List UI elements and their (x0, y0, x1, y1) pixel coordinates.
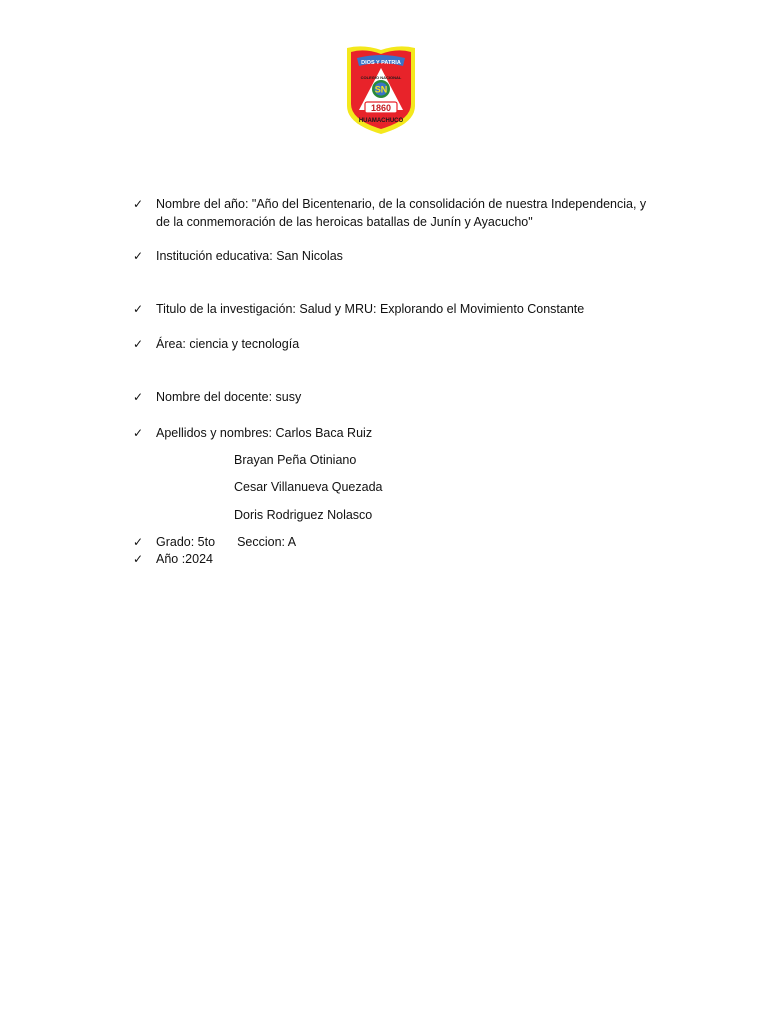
names-label-text: Apellidos y nombres: Carlos Baca Ruiz (156, 426, 373, 440)
checkmark-icon: ✓ (133, 552, 144, 566)
area-text: Área: ciencia y tecnología (156, 337, 300, 351)
section-text: Seccion: A (237, 535, 297, 549)
checkmark-icon: ✓ (133, 535, 144, 549)
checkmark-icon: ✓ (133, 197, 144, 211)
checkmark-icon: ✓ (133, 249, 144, 263)
checkmark-icon: ✓ (133, 337, 144, 351)
svg-text:DIOS Y PATRIA: DIOS Y PATRIA (361, 60, 401, 66)
list-item-area (133, 335, 663, 353)
list-item-year-name (133, 195, 663, 231)
teacher-text: Nombre del docente: susy (156, 390, 302, 404)
research-title-text: Titulo de la investigación: Salud y MRU: Explorando el Movimiento Constante (156, 302, 585, 316)
checkmark-icon: ✓ (133, 390, 144, 404)
member-name: Doris Rodriguez Nolasco (234, 508, 373, 522)
list-item-grade (133, 533, 663, 551)
list-item-names (133, 424, 663, 442)
checkmark-icon: ✓ (133, 426, 144, 440)
list-item-title (133, 300, 663, 318)
grade-section-line (156, 533, 663, 551)
member-name: Cesar Villanueva Quezada (234, 480, 383, 494)
institution-text: Institución educativa: San Nicolas (156, 249, 343, 263)
list-item-institution (133, 247, 663, 265)
svg-text:SN: SN (374, 84, 388, 95)
list-item-year (133, 550, 663, 568)
svg-text:1860: 1860 (370, 103, 392, 113)
year-name-text: Nombre del año: "Año del Bicentenario, de la consolidación de nuestra Independencia, y de la conmemoración de las heroicas batallas de Junín y Ayacucho" (156, 197, 647, 229)
svg-text:COLEGIO NACIONAL: COLEGIO NACIONAL (360, 75, 402, 80)
member-name: Brayan Peña Otiniano (234, 453, 357, 467)
list-item-teacher (133, 388, 663, 406)
school-crest-logo (345, 44, 417, 136)
checkmark-icon: ✓ (133, 302, 144, 316)
svg-text:HUAMACHUCO: HUAMACHUCO (358, 118, 404, 124)
grade-text: Grado: 5to (156, 535, 216, 549)
year-text: Año :2024 (156, 552, 213, 566)
